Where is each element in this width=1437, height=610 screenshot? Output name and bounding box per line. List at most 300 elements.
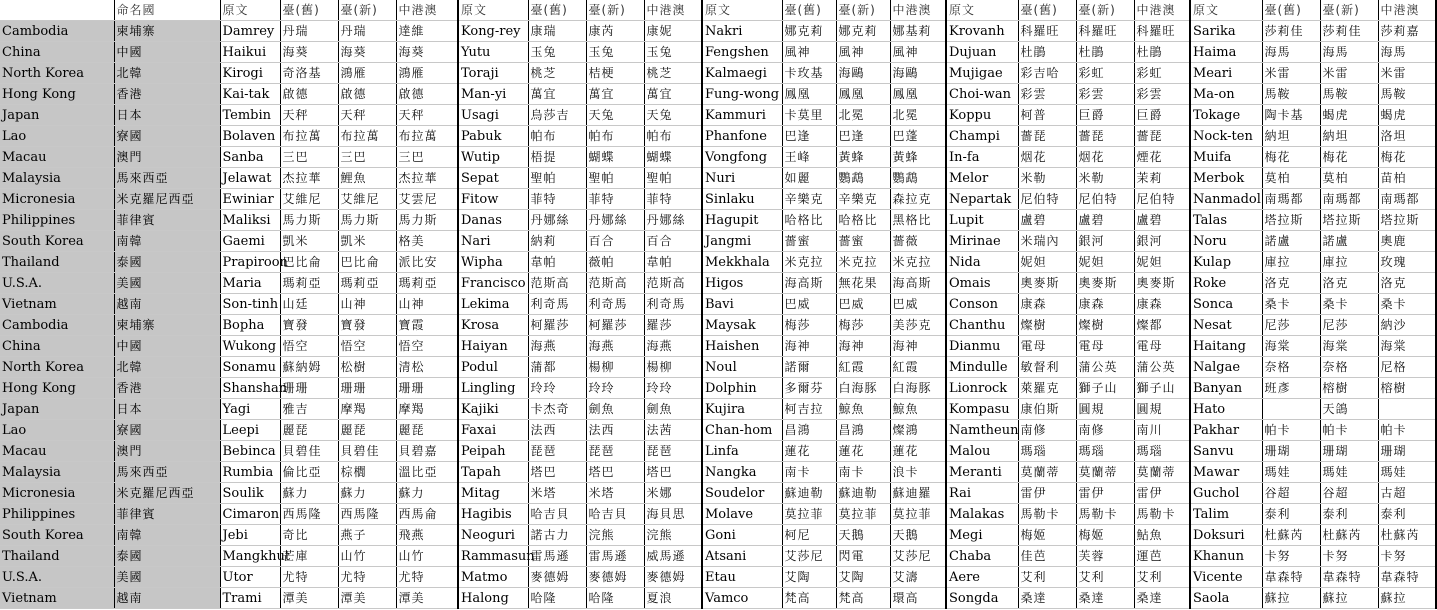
naming-country-cell: 南韓 bbox=[114, 231, 220, 252]
cn-hk-mo-name: 麥德姆 bbox=[644, 567, 702, 588]
tw-old-name: 電母 bbox=[1018, 336, 1076, 357]
cn-hk-mo-name: 格美 bbox=[396, 231, 458, 252]
cn-hk-mo-name: 巴蓬 bbox=[890, 126, 946, 147]
table-row bbox=[0, 567, 1436, 588]
table-row bbox=[0, 504, 1436, 525]
tw-new-name: 海葵 bbox=[338, 42, 396, 63]
original-name: Nari bbox=[458, 231, 528, 252]
tw-old-name: 艾利 bbox=[1018, 567, 1076, 588]
original-name: Lekima bbox=[458, 294, 528, 315]
country-cell: Malaysia bbox=[0, 462, 114, 483]
cn-hk-mo-name: 黃蜂 bbox=[890, 147, 946, 168]
tw-new-name: 瑪娃 bbox=[1320, 462, 1378, 483]
tw-old-name: 南瑪都 bbox=[1262, 189, 1320, 210]
tw-new-name: 劍魚 bbox=[586, 399, 644, 420]
cn-hk-mo-name: 紅霞 bbox=[890, 357, 946, 378]
tw-new-name: 洛克 bbox=[1320, 273, 1378, 294]
tw-new-name: 帕布 bbox=[586, 126, 644, 147]
cn-hk-mo-name: 煙花 bbox=[1134, 147, 1190, 168]
tw-old-name: 尤特 bbox=[280, 567, 338, 588]
cn-hk-mo-name: 珊瑚 bbox=[1378, 441, 1436, 462]
tw-new-name: 彩虹 bbox=[1076, 63, 1134, 84]
original-name: Sarika bbox=[1190, 21, 1262, 42]
cn-hk-mo-name: 北冕 bbox=[890, 105, 946, 126]
cn-hk-mo-name: 布拉萬 bbox=[396, 126, 458, 147]
cn-hk-mo-name: 蝎虎 bbox=[1378, 105, 1436, 126]
table-row bbox=[0, 315, 1436, 336]
tw-new-name: 閃電 bbox=[836, 546, 890, 567]
tw-old-name: 韋帕 bbox=[528, 252, 586, 273]
tw-old-name: 多爾芬 bbox=[782, 378, 836, 399]
country-cell: Macau bbox=[0, 147, 114, 168]
table-row bbox=[0, 147, 1436, 168]
cn-hk-mo-name: 米娜 bbox=[644, 483, 702, 504]
tw-new-name: 納坦 bbox=[1320, 126, 1378, 147]
cn-hk-mo-name: 海馬 bbox=[1378, 42, 1436, 63]
country-cell: Macau bbox=[0, 441, 114, 462]
tw-new-name: 蘇拉 bbox=[1320, 588, 1378, 609]
tw-new-name: 海神 bbox=[836, 336, 890, 357]
naming-country-cell: 寮國 bbox=[114, 126, 220, 147]
tw-new-name: 鴻雁 bbox=[338, 63, 396, 84]
cn-hk-mo-name: 銀河 bbox=[1134, 231, 1190, 252]
cn-hk-mo-name: 運芭 bbox=[1134, 546, 1190, 567]
country-cell: Malaysia bbox=[0, 168, 114, 189]
cn-hk-mo-name: 奧鹿 bbox=[1378, 231, 1436, 252]
cn-hk-mo-name: 尼格 bbox=[1378, 357, 1436, 378]
original-name: Francisco bbox=[458, 273, 528, 294]
tw-old-name: 琵琶 bbox=[528, 441, 586, 462]
tw-old-name: 西馬隆 bbox=[280, 504, 338, 525]
table-row bbox=[0, 189, 1436, 210]
original-name: Haishen bbox=[702, 336, 782, 357]
tw-new-name: 摩羯 bbox=[338, 399, 396, 420]
header-tw-old: 臺(舊) bbox=[1018, 0, 1076, 21]
cn-hk-mo-name: 古超 bbox=[1378, 483, 1436, 504]
original-name: Soulik bbox=[220, 483, 280, 504]
original-name: Meranti bbox=[946, 462, 1018, 483]
cn-hk-mo-name: 摩羯 bbox=[396, 399, 458, 420]
cn-hk-mo-name: 康森 bbox=[1134, 294, 1190, 315]
cn-hk-mo-name: 貝碧嘉 bbox=[396, 441, 458, 462]
tw-old-name: 馬勒卡 bbox=[1018, 504, 1076, 525]
cn-hk-mo-name: 苗柏 bbox=[1378, 168, 1436, 189]
table-row bbox=[0, 462, 1436, 483]
cn-hk-mo-name: 瑪莉亞 bbox=[396, 273, 458, 294]
country-cell: North Korea bbox=[0, 357, 114, 378]
original-name: Roke bbox=[1190, 273, 1262, 294]
header-tw-new: 臺(新) bbox=[1076, 0, 1134, 21]
cn-hk-mo-name: 珊珊 bbox=[396, 378, 458, 399]
tw-old-name: 諾古力 bbox=[528, 525, 586, 546]
table-row bbox=[0, 42, 1436, 63]
original-name: Mawar bbox=[1190, 462, 1262, 483]
tw-new-name: 布拉萬 bbox=[338, 126, 396, 147]
tw-old-name: 倫比亞 bbox=[280, 462, 338, 483]
table-row bbox=[0, 273, 1436, 294]
country-cell: Hong Kong bbox=[0, 378, 114, 399]
tw-old-name: 柯羅莎 bbox=[528, 315, 586, 336]
cn-hk-mo-name: 浪卡 bbox=[890, 462, 946, 483]
table-row bbox=[0, 357, 1436, 378]
tw-old-name: 桑卡 bbox=[1262, 294, 1320, 315]
tw-old-name: 海馬 bbox=[1262, 42, 1320, 63]
original-name: Nanmadol bbox=[1190, 189, 1262, 210]
tw-new-name: 米雷 bbox=[1320, 63, 1378, 84]
country-cell: Thailand bbox=[0, 252, 114, 273]
original-name: In-fa bbox=[946, 147, 1018, 168]
tw-new-name: 海鷗 bbox=[836, 63, 890, 84]
tw-new-name: 北冕 bbox=[836, 105, 890, 126]
cn-hk-mo-name: 玉兔 bbox=[644, 42, 702, 63]
original-name: Mitag bbox=[458, 483, 528, 504]
cn-hk-mo-name: 丹娜絲 bbox=[644, 210, 702, 231]
naming-country-cell: 北韓 bbox=[114, 357, 220, 378]
tw-new-name: 鳳凰 bbox=[836, 84, 890, 105]
cn-hk-mo-name: 萬宜 bbox=[644, 84, 702, 105]
cn-hk-mo-name: 法茜 bbox=[644, 420, 702, 441]
tw-new-name: 山竹 bbox=[338, 546, 396, 567]
tw-new-name: 寶發 bbox=[338, 315, 396, 336]
original-name: Tokage bbox=[1190, 105, 1262, 126]
cn-hk-mo-name: 浣熊 bbox=[644, 525, 702, 546]
table-row bbox=[0, 483, 1436, 504]
original-name: Noru bbox=[1190, 231, 1262, 252]
header-tw-old: 臺(舊) bbox=[280, 0, 338, 21]
country-cell: South Korea bbox=[0, 525, 114, 546]
tw-old-name: 丹瑞 bbox=[280, 21, 338, 42]
tw-old-name: 桃芝 bbox=[528, 63, 586, 84]
tw-new-name: 諾盧 bbox=[1320, 231, 1378, 252]
original-name: Damrey bbox=[220, 21, 280, 42]
cn-hk-mo-name: 妮妲 bbox=[1134, 252, 1190, 273]
header-tw-new: 臺(新) bbox=[836, 0, 890, 21]
original-name: Rumbia bbox=[220, 462, 280, 483]
original-name: Omais bbox=[946, 273, 1018, 294]
tw-old-name: 山廷 bbox=[280, 294, 338, 315]
naming-country-cell: 南韓 bbox=[114, 525, 220, 546]
naming-country-cell: 中國 bbox=[114, 336, 220, 357]
tw-new-name: 杜鵑 bbox=[1076, 42, 1134, 63]
cn-hk-mo-name: 洛克 bbox=[1378, 273, 1436, 294]
tw-old-name: 悟空 bbox=[280, 336, 338, 357]
tw-new-name: 海燕 bbox=[586, 336, 644, 357]
cn-hk-mo-name: 海高斯 bbox=[890, 273, 946, 294]
country-cell: Hong Kong bbox=[0, 84, 114, 105]
original-name: Halong bbox=[458, 588, 528, 609]
original-name: Merbok bbox=[1190, 168, 1262, 189]
tw-new-name: 楊柳 bbox=[586, 357, 644, 378]
tw-old-name: 蒲都 bbox=[528, 357, 586, 378]
tw-old-name: 尼伯特 bbox=[1018, 189, 1076, 210]
cn-hk-mo-name: 海神 bbox=[890, 336, 946, 357]
cn-hk-mo-name bbox=[1378, 399, 1436, 420]
cn-hk-mo-name: 鸚鵡 bbox=[890, 168, 946, 189]
original-name: Higos bbox=[702, 273, 782, 294]
original-name: Krovanh bbox=[946, 21, 1018, 42]
tw-new-name: 燦樹 bbox=[1076, 315, 1134, 336]
tw-new-name: 杜蘇芮 bbox=[1320, 525, 1378, 546]
tw-old-name: 莫柏 bbox=[1262, 168, 1320, 189]
original-name: Khanun bbox=[1190, 546, 1262, 567]
tw-old-name: 燦樹 bbox=[1018, 315, 1076, 336]
table-row bbox=[0, 252, 1436, 273]
tw-old-name: 烟花 bbox=[1018, 147, 1076, 168]
tw-old-name: 奈格 bbox=[1262, 357, 1320, 378]
tw-new-name: 西馬隆 bbox=[338, 504, 396, 525]
cn-hk-mo-name: 洛坦 bbox=[1378, 126, 1436, 147]
tw-new-name: 庫拉 bbox=[1320, 252, 1378, 273]
header-original: 原文 bbox=[220, 0, 280, 21]
tw-new-name: 南修 bbox=[1076, 420, 1134, 441]
cn-hk-mo-name: 尼伯特 bbox=[1134, 189, 1190, 210]
tw-old-name: 塔巴 bbox=[528, 462, 586, 483]
naming-country-cell: 香港 bbox=[114, 84, 220, 105]
tw-new-name: 哈吉貝 bbox=[586, 504, 644, 525]
tw-old-name: 尼莎 bbox=[1262, 315, 1320, 336]
tw-old-name: 蘇力 bbox=[280, 483, 338, 504]
tw-old-name: 杰拉華 bbox=[280, 168, 338, 189]
original-name: Podul bbox=[458, 357, 528, 378]
tw-new-name: 莎莉佳 bbox=[1320, 21, 1378, 42]
tw-old-name: 莎莉佳 bbox=[1262, 21, 1320, 42]
country-cell: China bbox=[0, 42, 114, 63]
tw-new-name: 莫拉菲 bbox=[836, 504, 890, 525]
original-name: Pakhar bbox=[1190, 420, 1262, 441]
tw-old-name: 納坦 bbox=[1262, 126, 1320, 147]
original-name: Prapiroon bbox=[220, 252, 280, 273]
table-row bbox=[0, 126, 1436, 147]
tw-new-name: 天秤 bbox=[338, 105, 396, 126]
tw-old-name: 昌鴻 bbox=[782, 420, 836, 441]
original-name: Melor bbox=[946, 168, 1018, 189]
table-row bbox=[0, 378, 1436, 399]
tw-old-name: 韋森特 bbox=[1262, 567, 1320, 588]
original-name: Nakri bbox=[702, 21, 782, 42]
original-name: Haiyan bbox=[458, 336, 528, 357]
original-name: Mujigae bbox=[946, 63, 1018, 84]
tw-old-name: 梅姬 bbox=[1018, 525, 1076, 546]
original-name: Neoguri bbox=[458, 525, 528, 546]
tw-old-name: 諾爾 bbox=[782, 357, 836, 378]
original-name: Maliksi bbox=[220, 210, 280, 231]
header-cn-hk-mo: 中港澳 bbox=[1134, 0, 1190, 21]
tw-old-name: 麥德姆 bbox=[528, 567, 586, 588]
tw-new-name: 蒲公英 bbox=[1076, 357, 1134, 378]
original-name: Noul bbox=[702, 357, 782, 378]
cn-hk-mo-name: 聖帕 bbox=[644, 168, 702, 189]
original-name: Lupit bbox=[946, 210, 1018, 231]
cn-hk-mo-name: 達維 bbox=[396, 21, 458, 42]
country-cell: U.S.A. bbox=[0, 273, 114, 294]
tw-old-name: 巴威 bbox=[782, 294, 836, 315]
naming-country-cell: 美國 bbox=[114, 567, 220, 588]
tw-old-name: 三巴 bbox=[280, 147, 338, 168]
original-name: Dianmu bbox=[946, 336, 1018, 357]
original-name: Phanfone bbox=[702, 126, 782, 147]
naming-country-cell: 越南 bbox=[114, 294, 220, 315]
tw-new-name: 萬宜 bbox=[586, 84, 644, 105]
tw-old-name: 瑪娃 bbox=[1262, 462, 1320, 483]
table-row bbox=[0, 168, 1436, 189]
cn-hk-mo-name: 南瑪都 bbox=[1378, 189, 1436, 210]
cn-hk-mo-name: 莎莉嘉 bbox=[1378, 21, 1436, 42]
cn-hk-mo-name: 雷伊 bbox=[1134, 483, 1190, 504]
cn-hk-mo-name: 森拉克 bbox=[890, 189, 946, 210]
cn-hk-mo-name: 薔薇 bbox=[890, 231, 946, 252]
tw-new-name: 風神 bbox=[836, 42, 890, 63]
tw-old-name: 麗琵 bbox=[280, 420, 338, 441]
original-name: Fengshen bbox=[702, 42, 782, 63]
original-name: Fitow bbox=[458, 189, 528, 210]
tw-new-name: 艾維尼 bbox=[338, 189, 396, 210]
original-name: Sanvu bbox=[1190, 441, 1262, 462]
cn-hk-mo-name: 杜鵑 bbox=[1134, 42, 1190, 63]
cn-hk-mo-name: 桑卡 bbox=[1378, 294, 1436, 315]
original-name: Yagi bbox=[220, 399, 280, 420]
table-row bbox=[0, 105, 1436, 126]
header-tw-old: 臺(舊) bbox=[1262, 0, 1320, 21]
table-row bbox=[0, 420, 1436, 441]
naming-country-cell: 澳門 bbox=[114, 147, 220, 168]
tw-old-name: 泰利 bbox=[1262, 504, 1320, 525]
original-name: Dujuan bbox=[946, 42, 1018, 63]
tw-new-name: 利奇馬 bbox=[586, 294, 644, 315]
tw-old-name: 利奇馬 bbox=[528, 294, 586, 315]
original-name: Saola bbox=[1190, 588, 1262, 609]
cn-hk-mo-name: 琵琶 bbox=[644, 441, 702, 462]
original-name: Bolaven bbox=[220, 126, 280, 147]
cn-hk-mo-name: 塔拉斯 bbox=[1378, 210, 1436, 231]
tw-new-name: 無花果 bbox=[836, 273, 890, 294]
header-row bbox=[0, 0, 1436, 21]
tw-old-name: 雷馬遜 bbox=[528, 546, 586, 567]
tw-old-name bbox=[1262, 399, 1320, 420]
original-name: Bopha bbox=[220, 315, 280, 336]
tw-new-name: 艾陶 bbox=[836, 567, 890, 588]
country-cell: Cambodia bbox=[0, 21, 114, 42]
naming-country-cell: 馬來西亞 bbox=[114, 168, 220, 189]
naming-country-cell: 寮國 bbox=[114, 420, 220, 441]
tw-old-name: 王峰 bbox=[782, 147, 836, 168]
original-name: Kulap bbox=[1190, 252, 1262, 273]
tw-old-name: 芒庫 bbox=[280, 546, 338, 567]
original-name: Toraji bbox=[458, 63, 528, 84]
cn-hk-mo-name: 彩雲 bbox=[1134, 84, 1190, 105]
tw-new-name: 玉兔 bbox=[586, 42, 644, 63]
header-tw-new: 臺(新) bbox=[1320, 0, 1378, 21]
header-cn-hk-mo: 中港澳 bbox=[396, 0, 458, 21]
tw-new-name: 貝碧佳 bbox=[338, 441, 396, 462]
header-original: 原文 bbox=[1190, 0, 1262, 21]
tw-old-name: 布拉萬 bbox=[280, 126, 338, 147]
original-name: Rai bbox=[946, 483, 1018, 504]
tw-new-name: 雷伊 bbox=[1076, 483, 1134, 504]
tw-new-name: 塔拉斯 bbox=[1320, 210, 1378, 231]
original-name: Malakas bbox=[946, 504, 1018, 525]
original-name: Meari bbox=[1190, 63, 1262, 84]
country-cell: Lao bbox=[0, 126, 114, 147]
tw-old-name: 彩吉哈 bbox=[1018, 63, 1076, 84]
original-name: Haima bbox=[1190, 42, 1262, 63]
cn-hk-mo-name: 艾濤 bbox=[890, 567, 946, 588]
original-name: Hagupit bbox=[702, 210, 782, 231]
original-name: Linfa bbox=[702, 441, 782, 462]
tw-new-name: 范斯高 bbox=[586, 273, 644, 294]
tw-new-name: 紅霞 bbox=[836, 357, 890, 378]
original-name: Megi bbox=[946, 525, 1018, 546]
cn-hk-mo-name: 天兔 bbox=[644, 105, 702, 126]
tw-new-name: 彩雲 bbox=[1076, 84, 1134, 105]
tw-old-name: 納莉 bbox=[528, 231, 586, 252]
tw-new-name: 泰利 bbox=[1320, 504, 1378, 525]
cn-hk-mo-name: 杜蘇芮 bbox=[1378, 525, 1436, 546]
tw-old-name: 康伯斯 bbox=[1018, 399, 1076, 420]
tw-old-name: 海高斯 bbox=[782, 273, 836, 294]
tw-new-name: 巴比侖 bbox=[338, 252, 396, 273]
tw-old-name: 卡玫基 bbox=[782, 63, 836, 84]
tw-old-name: 天秤 bbox=[280, 105, 338, 126]
naming-country-cell: 中國 bbox=[114, 42, 220, 63]
tw-old-name: 蘇納姆 bbox=[280, 357, 338, 378]
tw-new-name: 麥德姆 bbox=[586, 567, 644, 588]
original-name: Kammuri bbox=[702, 105, 782, 126]
cn-hk-mo-name: 派比安 bbox=[396, 252, 458, 273]
tw-old-name: 柯普 bbox=[1018, 105, 1076, 126]
tw-new-name: 南卡 bbox=[836, 462, 890, 483]
original-name: Kalmaegi bbox=[702, 63, 782, 84]
table-row bbox=[0, 231, 1436, 252]
header-tw-new: 臺(新) bbox=[586, 0, 644, 21]
original-name: Krosa bbox=[458, 315, 528, 336]
original-name: Dolphin bbox=[702, 378, 782, 399]
cn-hk-mo-name: 楊柳 bbox=[644, 357, 702, 378]
original-name: Haikui bbox=[220, 42, 280, 63]
original-name: Jelawat bbox=[220, 168, 280, 189]
tw-new-name: 琵琶 bbox=[586, 441, 644, 462]
tw-new-name: 瑪莉亞 bbox=[338, 273, 396, 294]
tw-new-name: 丹瑞 bbox=[338, 21, 396, 42]
tw-old-name: 妮妲 bbox=[1018, 252, 1076, 273]
original-name: Muifa bbox=[1190, 147, 1262, 168]
tw-old-name: 哈格比 bbox=[782, 210, 836, 231]
tw-new-name: 三巴 bbox=[338, 147, 396, 168]
tw-old-name: 米克拉 bbox=[782, 252, 836, 273]
cn-hk-mo-name: 鮎魚 bbox=[1134, 525, 1190, 546]
original-name: Lingling bbox=[458, 378, 528, 399]
tw-old-name: 桑達 bbox=[1018, 588, 1076, 609]
original-name: Wutip bbox=[458, 147, 528, 168]
tw-new-name: 蝴蝶 bbox=[586, 147, 644, 168]
original-name: Maysak bbox=[702, 315, 782, 336]
cn-hk-mo-name: 南川 bbox=[1134, 420, 1190, 441]
tw-old-name: 帕卡 bbox=[1262, 420, 1320, 441]
tw-old-name: 萊羅克 bbox=[1018, 378, 1076, 399]
tw-old-name: 米雷 bbox=[1262, 63, 1320, 84]
cn-hk-mo-name: 溫比亞 bbox=[396, 462, 458, 483]
tw-new-name: 榕樹 bbox=[1320, 378, 1378, 399]
tw-new-name: 海棠 bbox=[1320, 336, 1378, 357]
cn-hk-mo-name: 盧碧 bbox=[1134, 210, 1190, 231]
original-name: Nida bbox=[946, 252, 1018, 273]
original-name: Songda bbox=[946, 588, 1018, 609]
cn-hk-mo-name: 米克拉 bbox=[890, 252, 946, 273]
tw-new-name: 天鴿 bbox=[1320, 399, 1378, 420]
tw-new-name: 蘇迪勒 bbox=[836, 483, 890, 504]
original-name: Atsani bbox=[702, 546, 782, 567]
tw-old-name: 凱米 bbox=[280, 231, 338, 252]
original-name: Ewiniar bbox=[220, 189, 280, 210]
